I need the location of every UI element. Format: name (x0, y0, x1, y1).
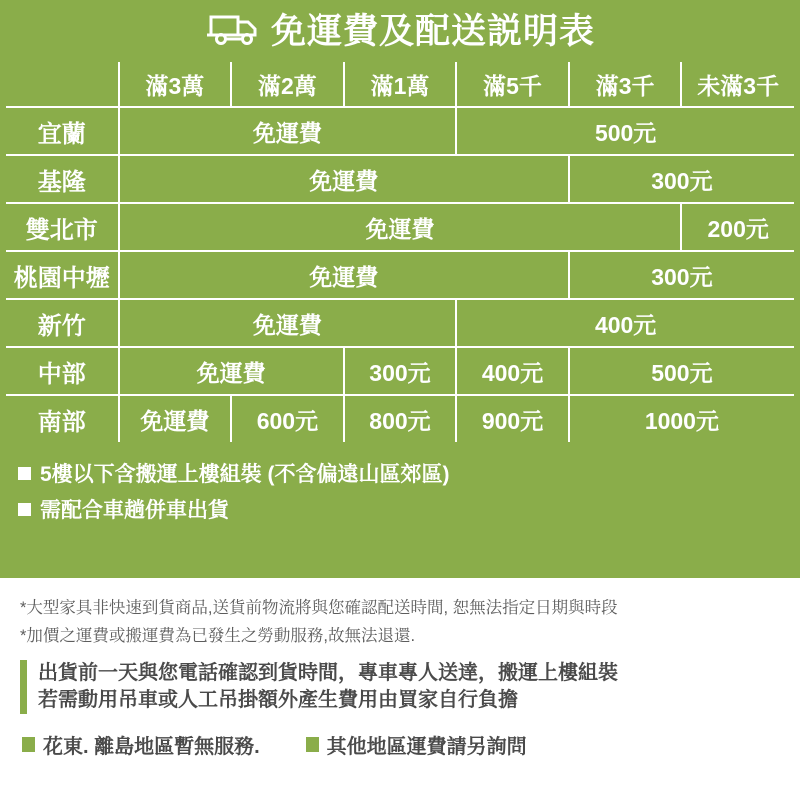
disclaimer-panel (0, 578, 800, 800)
bullet-square-green-icon (22, 737, 35, 752)
service-area-text-2: 其他地區運費請另詢問 (326, 736, 527, 758)
note-text: 需配合車趟併車出貨 (40, 499, 229, 522)
highlight-line-1: 出貨前一天與您電話確認到貨時間，專車專人送達，搬運上樓組裝 (38, 662, 618, 684)
table-cell: 900元 (456, 395, 569, 442)
table-cell: 300元 (344, 347, 457, 395)
accent-bar (20, 660, 27, 714)
table-cell: 400元 (456, 347, 569, 395)
note-item (18, 458, 800, 488)
highlight-text (38, 660, 618, 714)
table-row (6, 107, 794, 155)
service-area-row (22, 730, 784, 759)
table-row (6, 155, 794, 203)
table-row-header: 宜蘭 (6, 107, 119, 155)
table-cell: 免運費 (119, 251, 569, 299)
table-row-header: 基隆 (6, 155, 119, 203)
header-cell-corner (6, 62, 119, 107)
header-cell-2: 滿2萬 (231, 62, 344, 107)
table-cell: 600元 (231, 395, 344, 442)
truck-icon (205, 9, 261, 54)
table-header-row (6, 62, 794, 107)
note-text: 5樓以下含搬運上樓組裝 (不含偏遠山區郊區) (40, 463, 450, 486)
table-cell: 300元 (569, 251, 794, 299)
table-cell: 500元 (456, 107, 794, 155)
table-row (6, 203, 794, 251)
freight-table-wrap (0, 62, 800, 442)
table-row-header: 南部 (6, 395, 119, 442)
table-row-header: 桃園中壢 (6, 251, 119, 299)
table-cell: 800元 (344, 395, 457, 442)
notes-list (0, 442, 800, 524)
page-title: 免運費及配送説明表 (270, 11, 595, 51)
table-cell: 免運費 (119, 299, 457, 347)
highlight-block (20, 660, 784, 714)
asterisk-note-1: *大型家具非快速到貨商品,送貨前物流將與您確認配送時間, 恕無法指定日期與時段 (20, 599, 618, 617)
table-row (6, 251, 794, 299)
note-item (18, 494, 800, 524)
table-row (6, 347, 794, 395)
table-cell: 500元 (569, 347, 794, 395)
header-cell-3: 滿1萬 (344, 62, 457, 107)
table-row (6, 395, 794, 442)
asterisk-note-2: *加價之運費或搬運費為已發生之勞動服務,故無法退還. (20, 627, 416, 645)
header-cell-1: 滿3萬 (119, 62, 232, 107)
service-area-item-1 (22, 730, 260, 759)
table-row-header: 雙北市 (6, 203, 119, 251)
table-cell: 免運費 (119, 395, 232, 442)
header-cell-4: 滿5千 (456, 62, 569, 107)
table-cell: 200元 (681, 203, 794, 251)
table-cell: 免運費 (119, 347, 344, 395)
page-header (0, 0, 800, 62)
table-cell: 1000元 (569, 395, 794, 442)
freight-table (6, 62, 794, 442)
service-area-item-2 (306, 730, 527, 759)
freight-table-body (6, 107, 794, 442)
table-row-header: 中部 (6, 347, 119, 395)
header-cell-5: 滿3千 (569, 62, 682, 107)
table-cell: 免運費 (119, 107, 457, 155)
bullet-square-icon (18, 467, 31, 480)
table-cell: 400元 (456, 299, 794, 347)
bullet-square-icon (18, 503, 31, 516)
bullet-square-green-icon (306, 737, 319, 752)
service-area-text-1: 花東. 離島地區暫無服務. (43, 736, 260, 758)
table-cell: 300元 (569, 155, 794, 203)
table-cell: 免運費 (119, 155, 569, 203)
header-cell-6: 未滿3千 (681, 62, 794, 107)
table-row (6, 299, 794, 347)
table-cell: 免運費 (119, 203, 682, 251)
highlight-line-2: 若需動用吊車或人工吊掛額外產生費用由買家自行負擔 (38, 689, 518, 711)
table-row-header: 新竹 (6, 299, 119, 347)
